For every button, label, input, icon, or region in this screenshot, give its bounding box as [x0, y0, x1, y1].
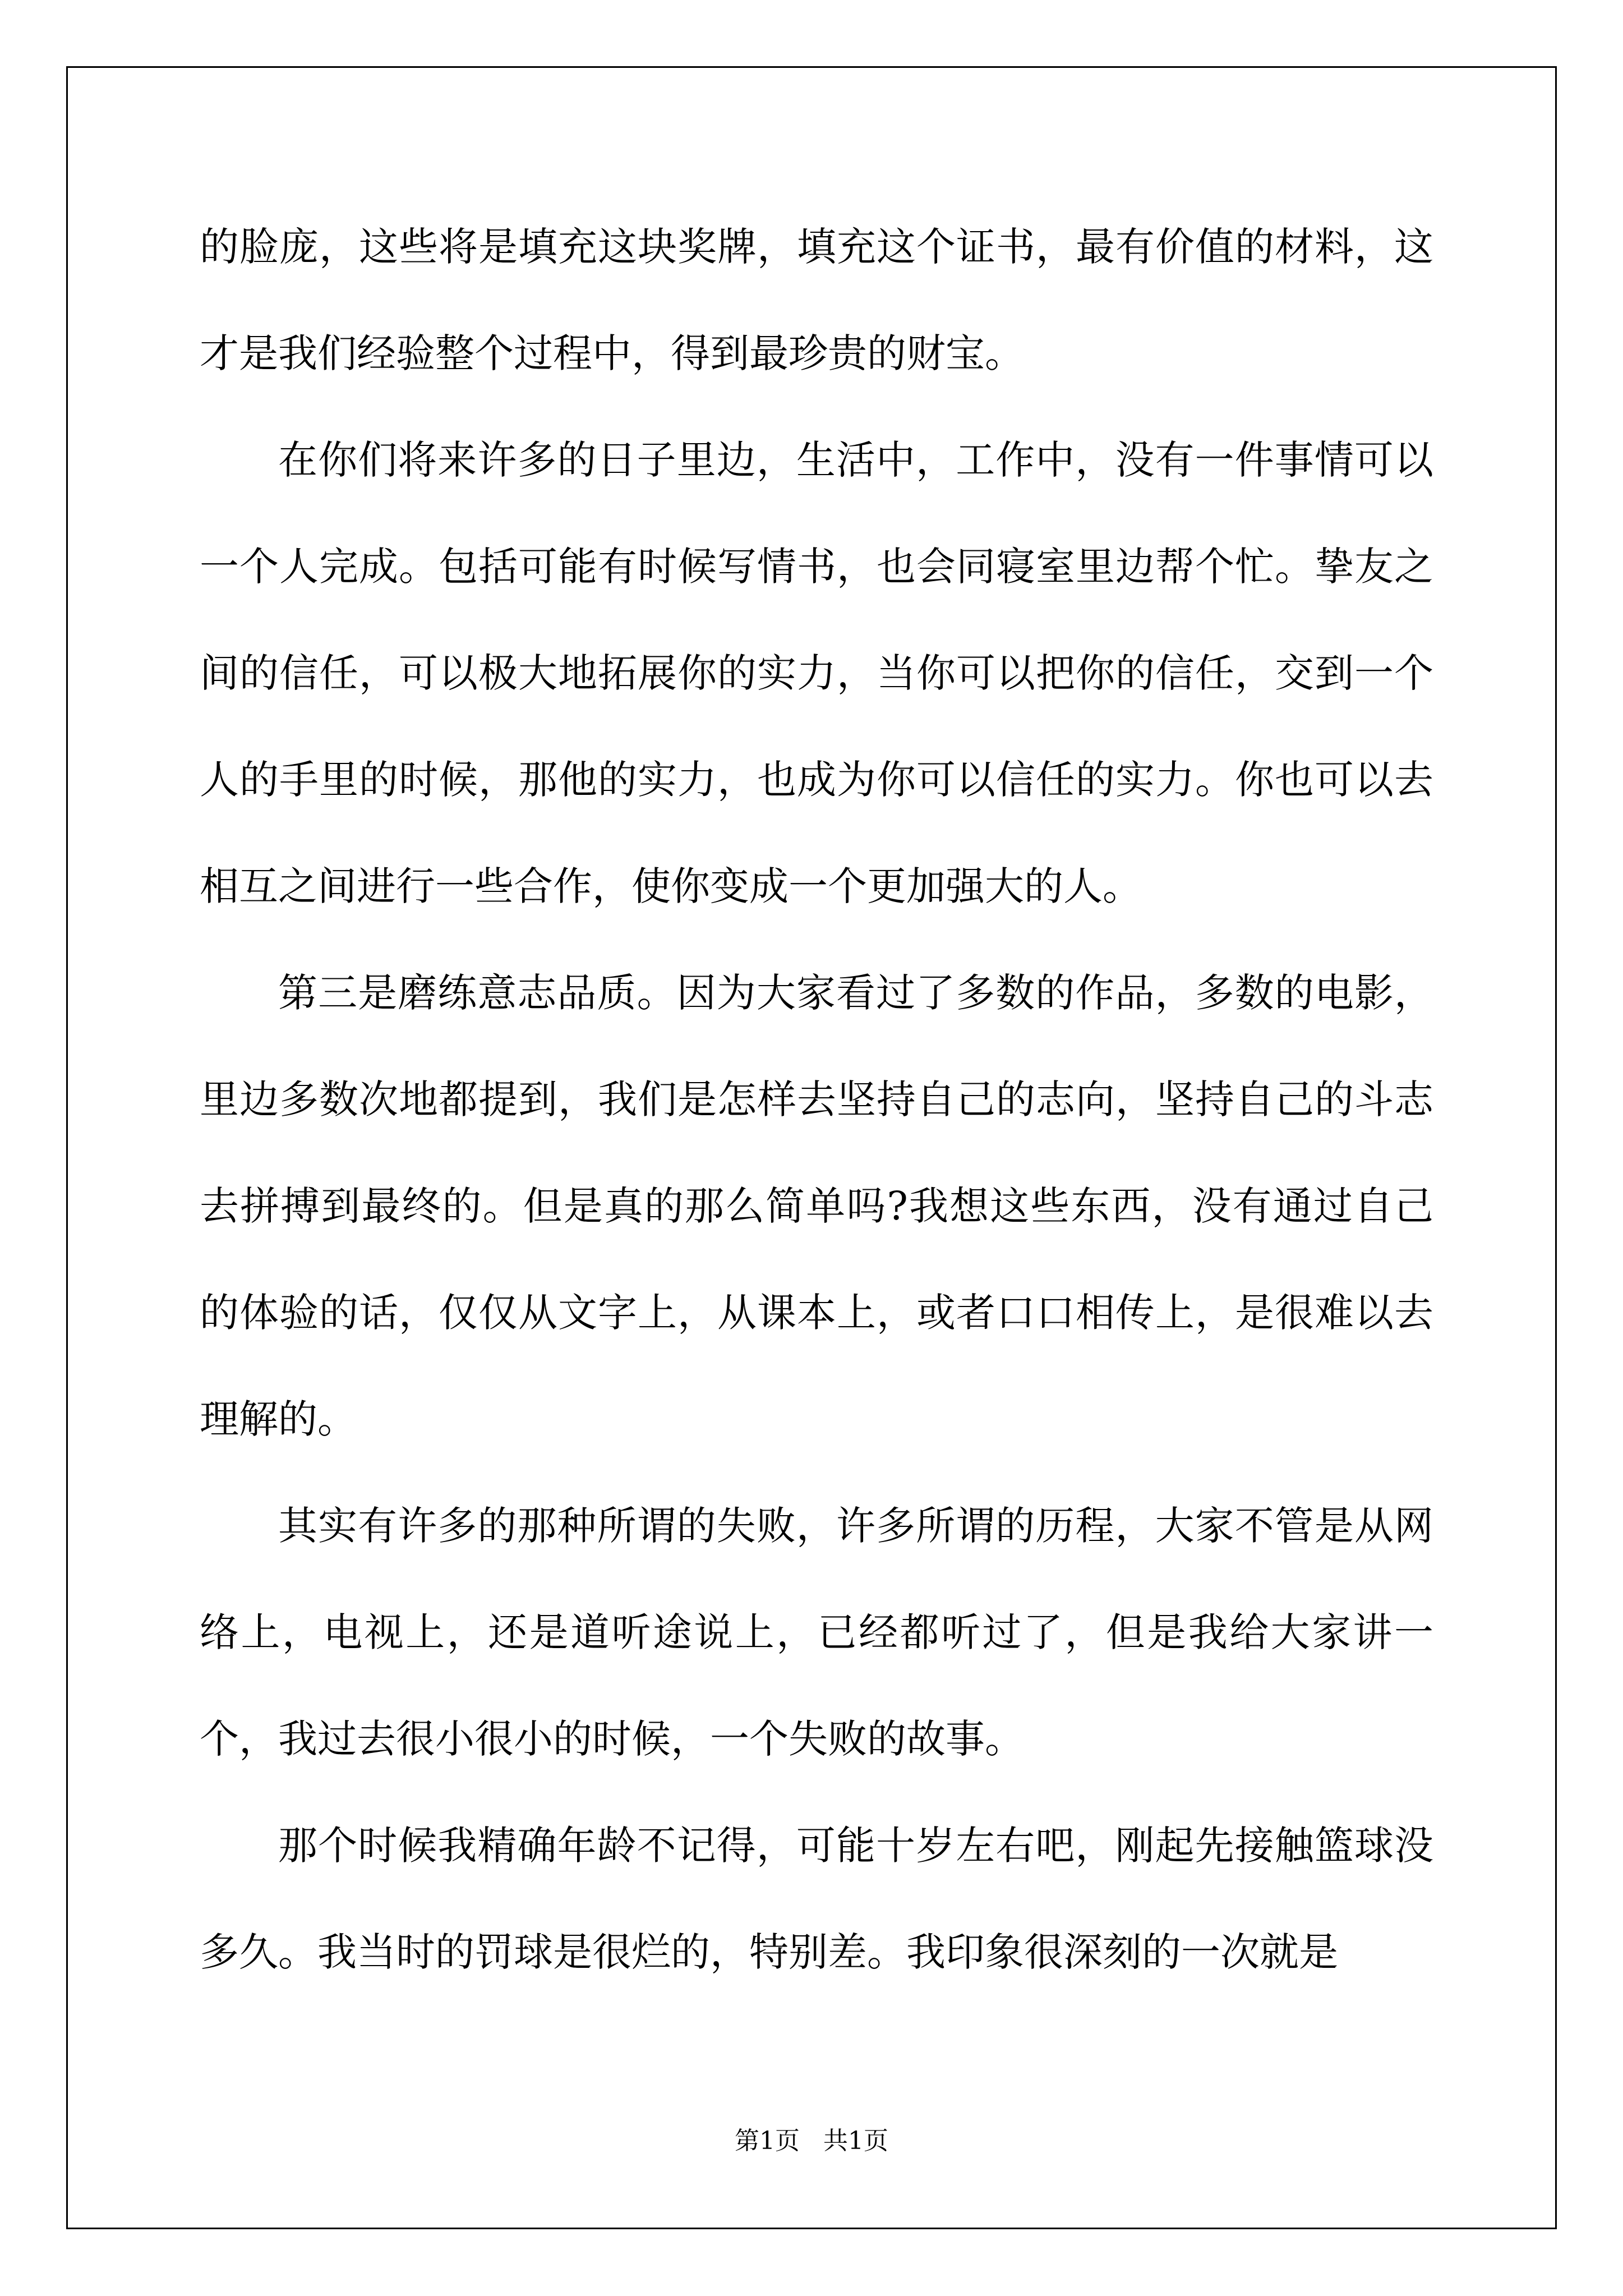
page-footer: 第1页 共1页: [735, 2127, 888, 2155]
paragraph-3: 第三是磨练意志品质。因为大家看过了多数的作品，多数的电影，里边多数次地都提到，我们是怎样去坚持自己的志向，坚持自己的斗志去拼搏到最终的。但是真的那么简单吗?我想这些东西，没有通过自己的体验的话，仅仅从文字上，从课本上，或者口口相传上，是很难以去理解的。: [200, 970, 1433, 1442]
paragraph-1: 的脸庞，这些将是填充这块奖牌，填充这个证书，最有价值的材料，这才是我们经验整个过程中，得到最珍贵的财宝。: [200, 224, 1433, 376]
paragraph-5: 那个时候我精确年龄不记得，可能十岁左右吧，刚起先接触篮球没多久。我当时的罚球是很烂的，特别差。我印象很深刻的一次就是: [200, 1823, 1433, 1975]
paragraph-4: 其实有许多的那种所谓的失败，许多所谓的历程，大家不管是从网络上，电视上，还是道听途说上，已经都听过了，但是我给大家讲一个，我过去很小很小的时候，一个失败的故事。: [200, 1503, 1433, 1762]
paragraph-2: 在你们将来许多的日子里边，生活中，工作中，没有一件事情可以一个人完成。包括可能有时候写情书，也会同寝室里边帮个忙。挚友之间的信任，可以极大地拓展你的实力，当你可以把你的信任，交到一个人的手里的时候，那他的实力，也成为你可以信任的实力。你也可以去相互之间进行一些合作，使你变成一个更加强大的人。: [200, 437, 1433, 909]
document-body: [200, 194, 1433, 2005]
